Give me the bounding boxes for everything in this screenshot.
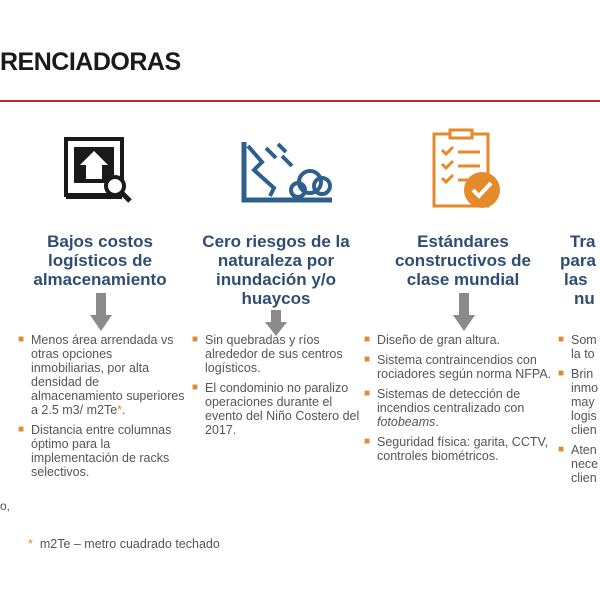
list-item: ■ Aten nece clien: [558, 443, 599, 485]
col3-heading: Estándares constructivos de clase mundial: [394, 232, 532, 289]
col4-heading: Tra para las nu: [560, 232, 596, 308]
down-arrow-icon: [453, 293, 475, 336]
page-title: RENCIADORAS: [0, 48, 181, 76]
list-item: ■ El condominio no paralizo operaciones durante el evento del Niño Costero del 2017.: [192, 381, 360, 437]
col2-bullets: [192, 333, 360, 443]
list-item: ■ Seguridad física: garita, CCTV, controles biométricos.: [364, 435, 549, 463]
warehouse-box-search-icon: [62, 135, 134, 208]
list-item: ■ Sin quebradas y ríos alrededor de sus centros logísticos.: [192, 333, 343, 375]
col2-heading: Cero riesgos de la naturaleza por inundación y/o huaycos: [202, 232, 350, 308]
list-item: ■ Brin inmo may logis clien: [558, 367, 599, 437]
list-item: ■ Distancia entre columnas óptimo para la implementación de racks selectivos.: [18, 423, 172, 479]
down-arrow-icon: [90, 293, 112, 336]
col1-heading: Bajos costos logísticos de almacenamiento: [33, 232, 167, 289]
list-item: ■ Diseño de gran altura.: [364, 333, 500, 347]
landslide-icon: [240, 138, 336, 211]
list-item: ■ Menos área arrendada vs otras opciones inmobiliarias, por alta densidad de almacenamiento superiores a 2.5 m3/ m2Te*.: [18, 333, 185, 417]
col4-bullets: [558, 333, 600, 491]
edge-text-fragment: o,: [0, 499, 11, 513]
list-item: ■ Sistemas de detección de incendios centralizado con fotobeams.: [364, 387, 525, 429]
list-item: ■ Som la to: [558, 333, 597, 361]
col3-bullets: [364, 333, 552, 469]
col1-bullets: [18, 333, 186, 485]
checklist-approved-icon: [430, 128, 506, 217]
list-item: ■ Sistema contraincendios con rociadores según norma NFPA.: [364, 353, 552, 381]
title-divider: [0, 100, 600, 102]
footnote: * m2Te – metro cuadrado techado: [28, 537, 220, 551]
